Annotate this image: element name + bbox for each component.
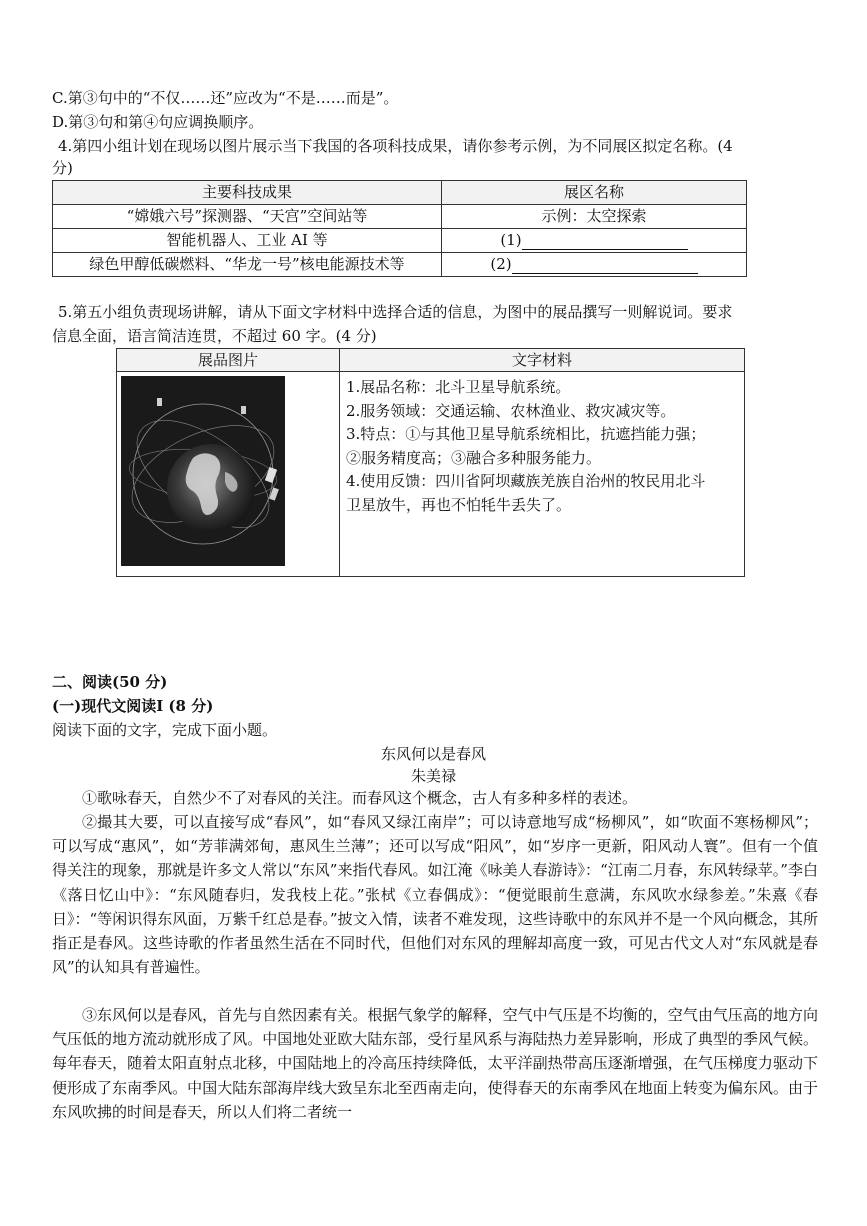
q5-prompt-line1: 5.第五小组负责现场讲解，请从下面文字材料中选择合适的信息，为图中的展品撰写一则解说词。要求 xyxy=(58,303,733,321)
q4-header-zone: 展区名称 xyxy=(442,181,747,205)
material-item: 卫星放牛，再也不怕牦牛丢失了。 xyxy=(346,495,572,514)
material-item: 1.展品名称：北斗卫星导航系统。 xyxy=(346,378,571,396)
q3-option-c: C.第③句中的“不仅……还”应改为“不是……而是”。 xyxy=(52,89,399,107)
article-paragraph-2: ②撮其大要，可以直接写成“春风”，如“春风又绿江南岸”；可以诗意地写成“杨柳风”，如“吹面不寒杨柳风”；可以写成“惠风”，如“芳菲满郊甸，惠风生兰薄”；还可以写成“阳风”，如“岁序一更新，阳风动人寰”。但有一个值得关注的现象，那就是许多文人常以“东风”来指代春风。如江淹《咏美人春游诗》：“江南二月春，东风转绿苹。”李白《落日忆山中》：“东风随春归，发我枝上花。”张栻《立春偶成》：“便觉眼前生意满，东风吹水绿参差。”朱熹《春日》：“等闲识得东风面，万紫千红总是春。”披文入情，读者不难发现，这些诗歌中的东风并不是一个风向概念，其所指正是春风。这些诗歌的作者虽然生活在不同时代，但他们对东风的理解却高度一致，可见古代文人对“东风就是春风”的认知具有普遍性。 xyxy=(52,813,818,977)
q4-blank-label: (1) xyxy=(500,231,522,249)
section2-heading: 二、阅读(50 分) xyxy=(52,673,168,691)
q4-header-achievements: 主要科技成果 xyxy=(53,181,442,205)
q4-achievement-cell: 绿色甲醇低碳燃料、“华龙一号”核电能源技术等 xyxy=(53,253,442,277)
q4-zone-cell xyxy=(442,229,747,253)
material-item: 3.特点：①与其他卫星导航系统相比，抗遮挡能力强； xyxy=(346,425,706,443)
q5-header-image: 展品图片 xyxy=(117,349,340,372)
exhibit-image-cell xyxy=(117,372,340,577)
article-paragraph-1: ①歌咏春天，自然少不了对春风的关注。而春风这个概念，古人有多种多样的表述。 xyxy=(82,789,638,807)
q4-zone-cell xyxy=(442,253,747,277)
material-item: 4.使用反馈：四川省阿坝藏族羌族自治州的牧民用北斗 xyxy=(346,472,706,490)
article-paragraph-3: ③东风何以是春风，首先与自然因素有关。根据气象学的解释，空气中气压是不均衡的，空气由气压高的地方向气压低的地方流动就形成了风。中国地处亚欧大陆东部，受行星风系与海陆热力差异影响，形成了典型的季风气候。每年春天，随着太阳直射点北移，中国陆地上的冷高压持续降低，太平洋副热带高压逐渐增强，在气压梯度力驱动下便形成了东南季风。中国大陆东部海岸线大致呈东北至西南走向，使得春天的东南季风在地面上转变为偏东风。由于东风吹拂的时间是春天，所以人们将二者统一 xyxy=(52,1006,818,1121)
table-row xyxy=(53,253,747,277)
q4-prompt-line2: 分) xyxy=(52,159,73,177)
q4-achievement-cell: 智能机器人、工业 AI 等 xyxy=(53,229,442,253)
q4-zone-cell: 示例：太空探索 xyxy=(442,205,747,229)
q5-prompt-line2: 信息全面，语言简洁连贯，不超过 60 字。(4 分) xyxy=(52,327,377,345)
q4-blank-label: (2) xyxy=(490,255,512,273)
section2-subheading: (一)现代文阅读Ⅰ (8 分) xyxy=(52,697,214,715)
q4-table xyxy=(52,180,747,277)
q3-option-d: D.第③句和第④句应调换顺序。 xyxy=(52,113,264,131)
table-row xyxy=(53,229,747,253)
q5-header-materials: 文字材料 xyxy=(340,349,745,372)
q5-table xyxy=(116,348,745,577)
article-title: 东风何以是春风 xyxy=(380,745,486,763)
answer-blank-2[interactable] xyxy=(512,257,698,274)
table-row xyxy=(53,205,747,229)
article-author: 朱美禄 xyxy=(410,767,456,785)
material-item: ②服务精度高；③融合多种服务能力。 xyxy=(346,448,602,467)
reading-instruction: 阅读下面的文字，完成下面小题。 xyxy=(52,721,278,739)
material-item: 2.服务领域：交通运输、农林渔业、救灾减灾等。 xyxy=(346,401,676,420)
q4-prompt-line1: 4.第四小组计划在现场以图片展示当下我国的各项科技成果，请你参考示例，为不同展区拟定名称。(4 xyxy=(58,137,733,155)
beidou-satellite-globe-image xyxy=(121,376,285,566)
answer-blank-1[interactable] xyxy=(522,233,688,250)
q4-achievement-cell: “嫦娥六号”探测器、“天宫”空间站等 xyxy=(53,205,442,229)
materials-cell xyxy=(340,372,745,577)
